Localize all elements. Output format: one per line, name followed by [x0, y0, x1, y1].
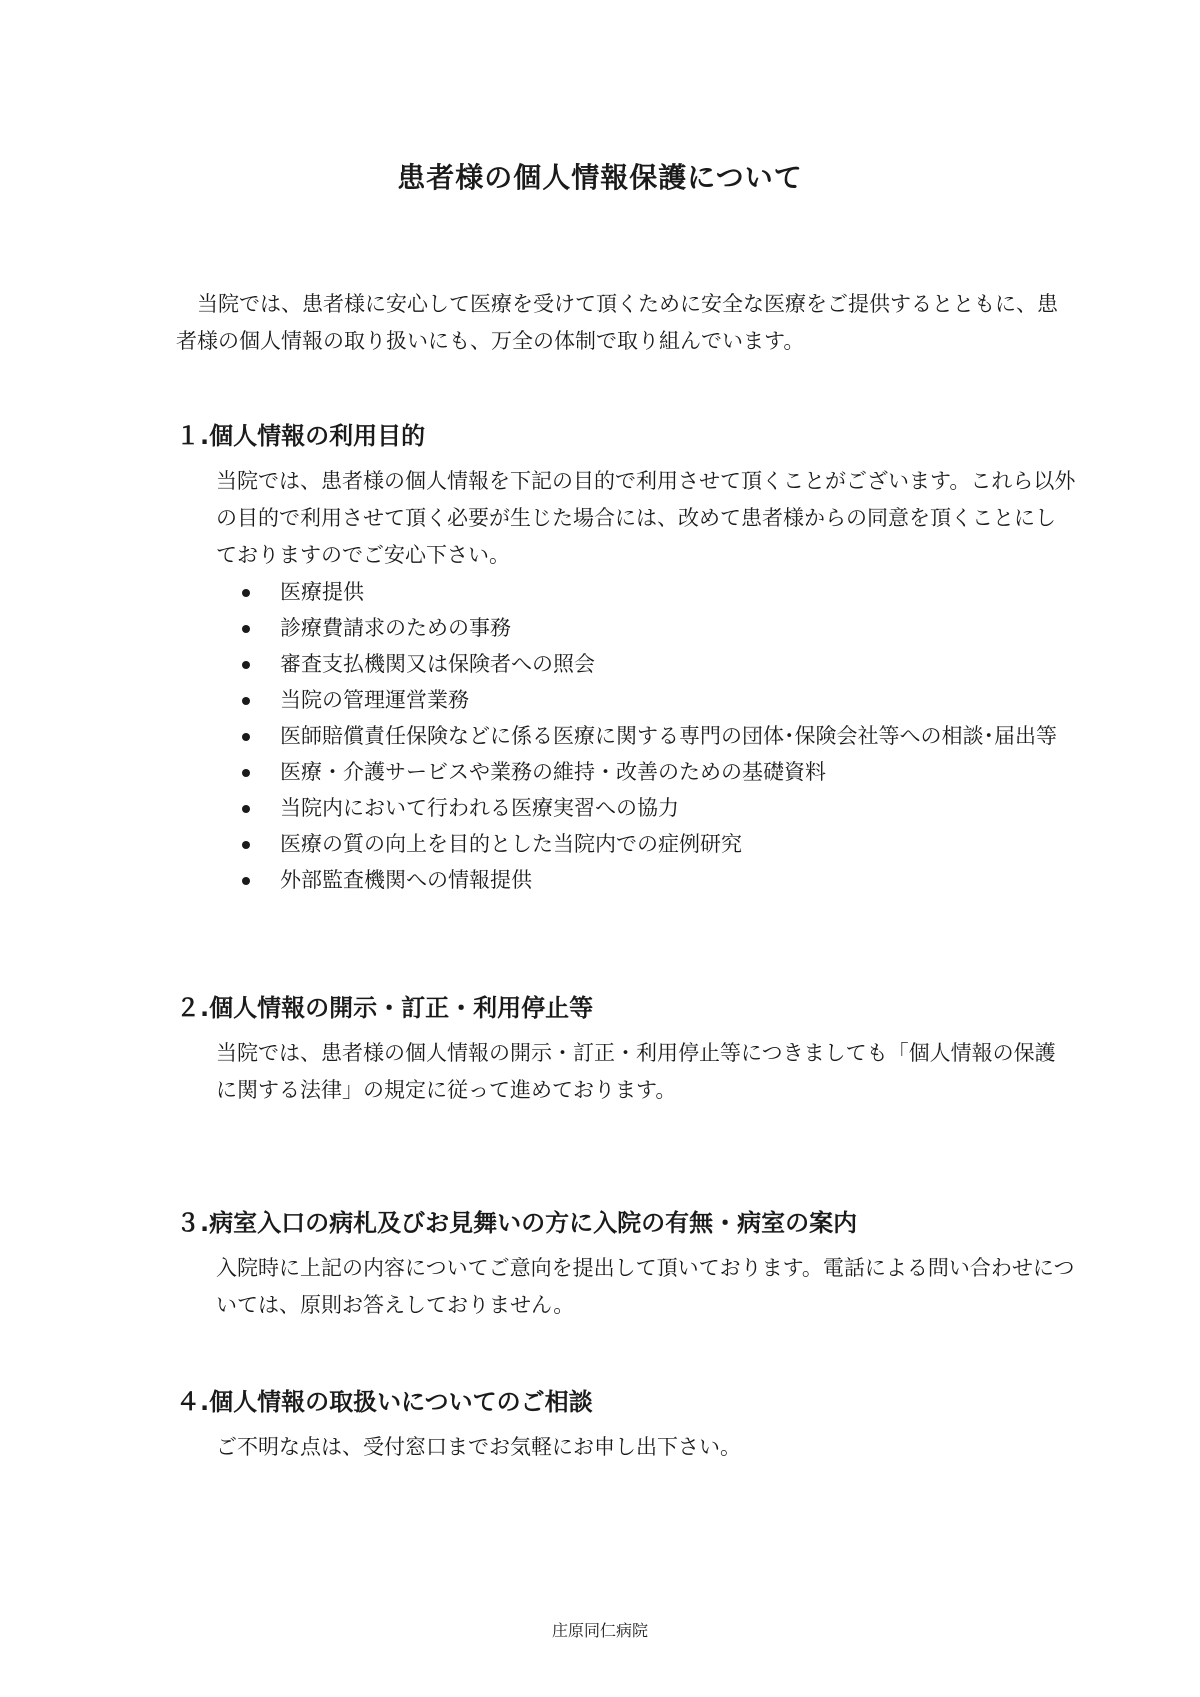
- document-title: 患者様の個人情報保護について: [397, 161, 803, 194]
- bullet-icon: [242, 661, 250, 669]
- bullet-icon: [242, 877, 250, 885]
- bullet-icon: [242, 697, 250, 705]
- list-item-text: 当院内において行われる医療実習への協力: [280, 796, 679, 820]
- bullet-icon: [242, 589, 250, 597]
- bullet-icon: [242, 733, 250, 741]
- intro-paragraph: 当院では、患者様に安心して医療を受けて頂くために安全な医療をご提供するとともに、患者様の個人情報の取り扱いにも、万全の体制で取り組んでいます。: [176, 292, 1058, 353]
- section-2-paragraph: 当院では、患者様の個人情報の開示・訂正・利用停止等につきましても「個人情報の保護に関する法律」の規定に従って進めております。: [216, 1041, 1056, 1102]
- section-3-paragraph: 入院時に上記の内容についてご意向を提出して頂いております。電話による問い合わせについては、原則お答えしておりません。: [216, 1256, 1075, 1317]
- bullet-icon: [242, 841, 250, 849]
- section-3-body: [216, 1250, 1076, 1324]
- list-item: [216, 646, 1076, 682]
- section-3-heading: ３.病室入口の病札及びお見舞いの方に入院の有無・病室の案内: [176, 1209, 858, 1237]
- list-item: [216, 862, 1076, 898]
- list-item-text: 医師賠償責任保険などに係る医療に関する専門の団体･保険会社等への相談･届出等: [280, 724, 1057, 748]
- list-item: [216, 574, 1076, 610]
- section-1-body: [216, 463, 1076, 898]
- list-item: [216, 754, 1076, 790]
- hospital-name-footer: 庄原同仁病院: [551, 1621, 648, 1640]
- list-item: [216, 826, 1076, 862]
- list-item-text: 審査支払機関又は保険者への照会: [280, 652, 595, 676]
- list-item-text: 診療費請求のための事務: [280, 616, 511, 640]
- purpose-list: [216, 574, 1076, 898]
- list-item-text: 当院の管理運営業務: [280, 688, 469, 712]
- list-item-text: 医療の質の向上を目的とした当院内での症例研究: [280, 832, 742, 856]
- section-1-paragraph: 当院では、患者様の個人情報を下記の目的で利用させて頂くことがございます。これら以外の目的で利用させて頂く必要が生じた場合には、改めて患者様からの同意を頂くことにしておりますのでご安心下さい。: [216, 469, 1076, 567]
- bullet-icon: [242, 625, 250, 633]
- section-4-body: [216, 1429, 1076, 1466]
- list-item-text: 外部監査機関への情報提供: [280, 868, 532, 892]
- section-1-heading: １.個人情報の利用目的: [176, 422, 426, 450]
- section-4-paragraph: ご不明な点は、受付窓口までお気軽にお申し出下さい。: [216, 1435, 741, 1459]
- bullet-icon: [242, 805, 250, 813]
- section-2-body: [216, 1035, 1076, 1109]
- section-4-heading: ４.個人情報の取扱いについてのご相談: [176, 1388, 593, 1416]
- bullet-icon: [242, 769, 250, 777]
- list-item: [216, 790, 1076, 826]
- list-item: [216, 718, 1076, 754]
- list-item-text: 医療提供: [280, 580, 364, 604]
- list-item: [216, 610, 1076, 646]
- list-item: [216, 682, 1076, 718]
- list-item-text: 医療・介護サービスや業務の維持・改善のための基礎資料: [280, 760, 826, 784]
- section-2-heading: ２.個人情報の開示・訂正・利用停止等: [176, 994, 594, 1022]
